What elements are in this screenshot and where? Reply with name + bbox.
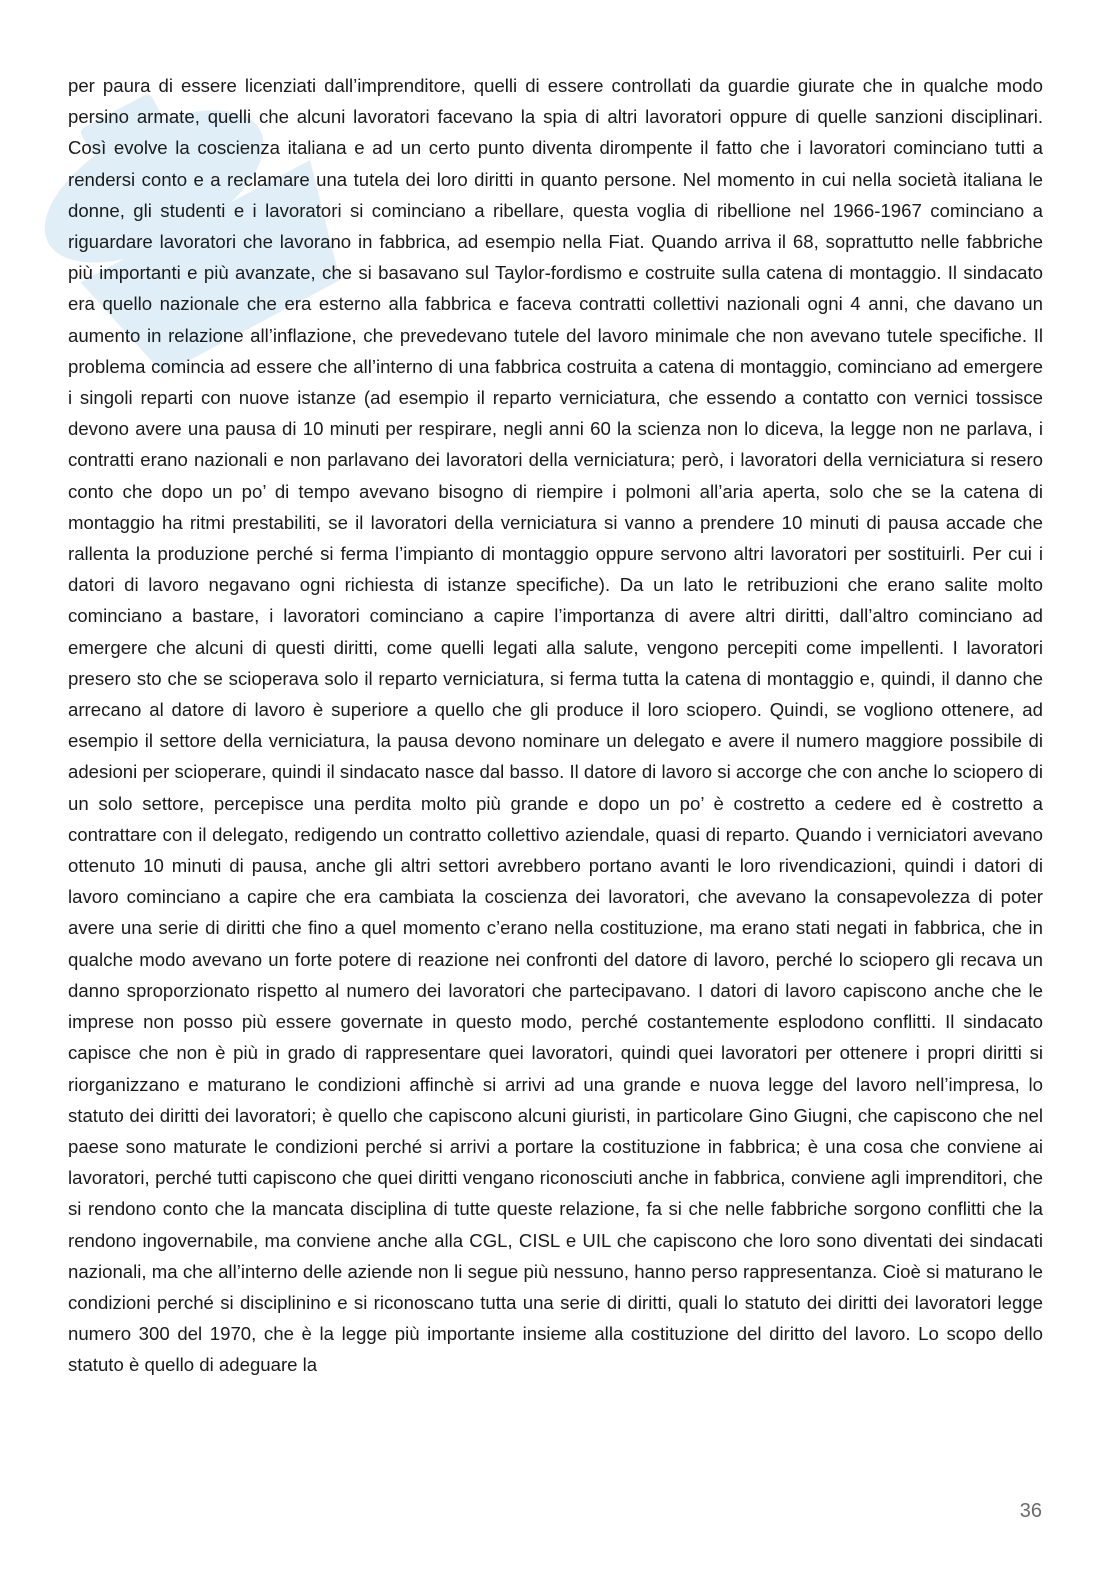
- body-paragraph: per paura di essere licenziati dall’imprenditore, quelli di essere controllati da guardie giurate che in qualche modo persino armate, quelli che alcuni lavoratori facevano la spia di altri lavoratori oppure di quelle sanzioni disciplinari. Così evolve la coscienza italiana e ad un certo punto diventa dirompente il fatto che i lavoratori cominciano tutti a rendersi conto e a reclamare una tutela dei loro diritti in quanto persone. Nel momento in cui nella società italiana le donne, gli studenti e i lavoratori si cominciano a ribellare, questa voglia di ribellione nel 1966-1967 cominciano a riguardare lavoratori che lavorano in fabbrica, ad esempio nella Fiat. Quando arriva il 68, soprattutto nelle fabbriche più importanti e più avanzate, che si basavano sul Taylor-fordismo e costruite sulla catena di montaggio. Il sindacato era quello nazionale che era esterno alla fabbrica e faceva contratti collettivi nazionali ogni 4 anni, che davano un aumento in relazione all’inflazione, che prevedevano tutele del lavoro minimale che non avevano tutele specifiche. Il problema comincia ad essere che all’interno di una fabbrica costruita a catena di montaggio, cominciano ad emergere i singoli reparti con nuove istanze (ad esempio il reparto verniciatura, che essendo a contatto con vernici tossisce devono avere una pausa di 10 minuti per respirare, negli anni 60 la scienza non lo diceva, la legge non ne parlava, i contratti erano nazionali e non parlavano dei lavoratori della verniciatura; però, i lavoratori della verniciatura si resero conto che dopo un po’ di tempo avevano bisogno di riempire i polmoni all’aria aperta, solo che se la catena di montaggio ha ritmi prestabiliti, se il lavoratori della verniciatura si vanno a prendere 10 minuti di pausa accade che rallenta la produzione perché si ferma l’impianto di montaggio oppure servono altri lavoratori per sostituirli. Per cui i datori di lavoro negavano ogni richiesta di istanze specifiche). Da un lato le retribuzioni che erano salite molto cominciano a bastare, i lavoratori cominciano a capire l’importanza di avere altri diritti, dall’altro cominciano ad emergere che alcuni di questi diritti, come quelli legati alla salute, vengono percepiti come impellenti. I lavoratori presero sto che se scioperava solo il reparto verniciatura, si ferma tutta la catena di montaggio e, quindi, il danno che arrecano al datore di lavoro è superiore a quello che gli produce il loro sciopero. Quindi, se vogliono ottenere, ad esempio il settore della verniciatura, la pausa devono nominare un delegato e avere il numero maggiore possibile di adesioni per scioperare, quindi il sindacato nasce dal basso. Il datore di lavoro si accorge che con anche lo sciopero di un solo settore, percepisce una perdita molto più grande e dopo un po’ è costretto a cedere ed è costretto a contrattare con il delegato, redigendo un contratto collettivo aziendale, quasi di reparto. Quando i verniciatori avevano ottenuto 10 minuti di pausa, anche gli altri settori avrebbero portano avanti le loro rivendicazioni, quindi i datori di lavoro cominciano a capire che era cambiata la coscienza dei lavoratori, che avevano la consapevolezza di poter avere una serie di diritti che fino a quel momento c’erano nella costituzione, ma erano stati negati in fabbrica, che in qualche modo avevano un forte potere di reazione nei confronti del datore di lavoro, perché lo sciopero gli recava un danno sproporzionato rispetto al numero dei lavoratori che partecipavano. I datori di lavoro capiscono anche che le imprese non posso più essere governate in questo modo, perché costantemente esplodono conflitti. Il sindacato capisce che non è più in grado di rappresentare quei lavoratori, quindi quei lavoratori per ottenere i propri diritti si riorganizzano e maturano le condizioni affinchè si arrivi ad una grande e nuova legge del lavoro nell’impresa, lo statuto dei diritti dei lavoratori; è quello che capiscono alcuni giuristi, in particolare Gino Giugni, che capiscono che nel paese sono maturate le condizioni perché si arrivi a portare la costituzione in fabbrica; è una cosa che conviene ai lavoratori, perché tutti capiscono che quei diritti vengano riconosciuti anche in fabbrica, conviene agli imprenditori, che si rendono conto che la mancata disciplina di tutte queste relazione, fa si che nelle fabbriche sorgono conflitti che la rendono ingovernabile, ma conviene anche alla CGL, CISL e UIL che capiscono che loro sono diventati dei sindacati nazionali, ma che all’interno delle aziende non li segue più nessuno, hanno perso rappresentanza. Cioè si maturano le condizioni perché si disciplinino e si riconoscano tutta una serie di diritti, quali lo statuto dei diritti dei lavoratori legge numero 300 del 1970, che è la legge più importante insieme alla costituzione del diritto del lavoro. Lo scopo dello statuto è quello di adeguare la: [68, 75, 1043, 1376]
- document-body: [68, 70, 1043, 1480]
- page-number: 36: [1019, 1500, 1042, 1522]
